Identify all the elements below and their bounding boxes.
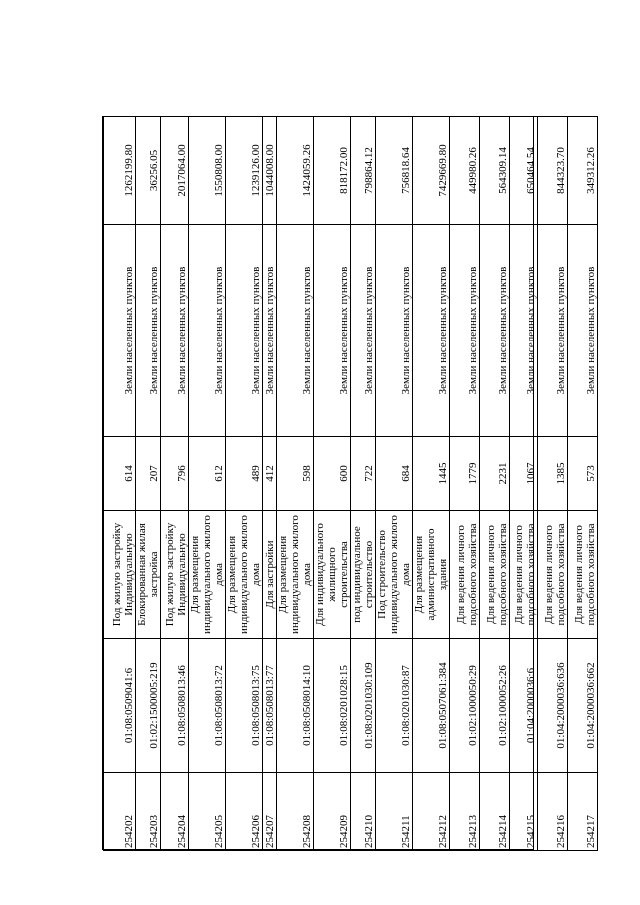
- area-cell: 598: [277, 437, 314, 511]
- record-id-cell: 254208: [277, 773, 314, 851]
- table-row: [277, 117, 314, 851]
- table-row: [351, 117, 376, 851]
- table-row: [161, 117, 189, 851]
- cadastral-number-cell: 01:04:2000036:662: [568, 639, 598, 773]
- cadastral-value-cell: 818172.00: [314, 117, 351, 225]
- table-row: [226, 117, 263, 851]
- cadastral-number-cell: 01:08:0508014:10: [277, 639, 314, 773]
- permitted-use-cell: Для ведения личного подсобного хозяйства: [480, 511, 510, 639]
- cadastral-value-cell: 650464.54: [510, 117, 538, 225]
- permitted-use-cell: Под жилую застройку Индивидуальную: [104, 511, 136, 639]
- land-category-cell: Земли населенных пунктов: [314, 225, 351, 437]
- permitted-use-cell: Для ведения личного подсобного хозяйства: [450, 511, 480, 639]
- cadastral-number-cell: 01:08:0201030:109: [351, 639, 376, 773]
- table-row: [480, 117, 510, 851]
- cadastral-number-cell: 01:04:2000036:636: [538, 639, 568, 773]
- record-id-cell: 254206: [226, 773, 263, 851]
- cadastral-value-cell: 1239126.00: [226, 117, 263, 225]
- table-row: [314, 117, 351, 851]
- record-id-cell: 254204: [161, 773, 189, 851]
- permitted-use-cell: Для ведения личного подсобного хозяйства: [538, 511, 568, 639]
- record-id-cell: 254212: [413, 773, 450, 851]
- cadastral-number-cell: 01:08:0201030:87: [376, 639, 413, 773]
- table-row: [104, 117, 136, 851]
- area-cell: 573: [568, 437, 598, 511]
- land-category-cell: Земли населенных пунктов: [226, 225, 263, 437]
- area-cell: 2231: [480, 437, 510, 511]
- record-id-cell: 254210: [351, 773, 376, 851]
- cadastral-value-cell: 36256.05: [136, 117, 161, 225]
- area-cell: 1445: [413, 437, 450, 511]
- permitted-use-cell: Для размещения индивидуального жилого дома: [226, 511, 263, 639]
- cadastral-value-cell: 7429669.80: [413, 117, 450, 225]
- rotated-table-container: [103, 117, 597, 851]
- area-cell: 614: [104, 437, 136, 511]
- record-id-cell: 254211: [376, 773, 413, 851]
- table-row: [510, 117, 538, 851]
- land-category-cell: Земли населенных пунктов: [568, 225, 598, 437]
- permitted-use-cell: Под жилую застройку Индивидуальную: [161, 511, 189, 639]
- record-id-cell: 254202: [104, 773, 136, 851]
- cadastral-number-cell: 01:08:0508013:72: [189, 639, 226, 773]
- table-row: [538, 117, 568, 851]
- cadastral-number-cell: 01:08:0509041:6: [104, 639, 136, 773]
- cadastral-value-cell: 2017064.00: [161, 117, 189, 225]
- area-cell: 412: [263, 437, 277, 511]
- cadastral-value-cell: 1550808.00: [189, 117, 226, 225]
- permitted-use-cell: Для размещения индивидуального жилого дома: [277, 511, 314, 639]
- cadastral-number-cell: 01:02:1500005:219: [136, 639, 161, 773]
- area-cell: 207: [136, 437, 161, 511]
- land-category-cell: Земли населенных пунктов: [413, 225, 450, 437]
- land-category-cell: Земли населенных пунктов: [376, 225, 413, 437]
- area-cell: 684: [376, 437, 413, 511]
- document-page: [102, 116, 597, 850]
- cadastral-value-cell: 798864.12: [351, 117, 376, 225]
- table-row: [189, 117, 226, 851]
- land-category-cell: Земли населенных пунктов: [136, 225, 161, 437]
- land-category-cell: Земли населенных пунктов: [263, 225, 277, 437]
- area-cell: 796: [161, 437, 189, 511]
- land-category-cell: Земли населенных пунктов: [538, 225, 568, 437]
- cadastral-number-cell: 01:02:1000050:29: [450, 639, 480, 773]
- record-id-cell: 254207: [263, 773, 277, 851]
- cadastral-value-cell: 1044008.00: [263, 117, 277, 225]
- permitted-use-cell: Для ведения личного подсобного хозяйства: [568, 511, 598, 639]
- table-row: [376, 117, 413, 851]
- permitted-use-cell: под индивидуальное строительство: [351, 511, 376, 639]
- table-row: [413, 117, 450, 851]
- area-cell: 612: [189, 437, 226, 511]
- record-id-cell: 254214: [480, 773, 510, 851]
- land-category-cell: Земли населенных пунктов: [161, 225, 189, 437]
- area-cell: 1067: [510, 437, 538, 511]
- table-row: [136, 117, 161, 851]
- cadastral-number-cell: 01:08:0508013:46: [161, 639, 189, 773]
- area-cell: 600: [314, 437, 351, 511]
- cadastral-number-cell: 01:08:0201028:15: [314, 639, 351, 773]
- cadastral-number-cell: 01:08:0508013:77: [263, 639, 277, 773]
- permitted-use-cell: Для ведения личного подсобного хозяйства: [510, 511, 538, 639]
- cadastral-number-cell: 01:04:2000036:6: [510, 639, 538, 773]
- land-category-cell: Земли населенных пунктов: [510, 225, 538, 437]
- cadastral-value-cell: 844323.70: [538, 117, 568, 225]
- permitted-use-cell: Для застройки: [263, 511, 277, 639]
- land-category-cell: Земли населенных пунктов: [104, 225, 136, 437]
- area-cell: 722: [351, 437, 376, 511]
- record-id-cell: 254209: [314, 773, 351, 851]
- record-id-cell: 254216: [538, 773, 568, 851]
- record-id-cell: 254203: [136, 773, 161, 851]
- record-id-cell: 254215: [510, 773, 538, 851]
- record-id-cell: 254217: [568, 773, 598, 851]
- cadastral-number-cell: 01:08:0507061:384: [413, 639, 450, 773]
- cadastral-number-cell: 01:02:1000052:26: [480, 639, 510, 773]
- table-row: [263, 117, 277, 851]
- cadastral-value-cell: 1424059.26: [277, 117, 314, 225]
- cadastral-value-cell: 349312.26: [568, 117, 598, 225]
- land-category-cell: Земли населенных пунктов: [450, 225, 480, 437]
- cadastral-value-cell: 756818.64: [376, 117, 413, 225]
- land-category-cell: Земли населенных пунктов: [277, 225, 314, 437]
- record-id-cell: 254213: [450, 773, 480, 851]
- cadastral-number-cell: 01:08:0508013:75: [226, 639, 263, 773]
- area-cell: 1779: [450, 437, 480, 511]
- table-body: [104, 117, 598, 851]
- permitted-use-cell: Для размещения административного здания: [413, 511, 450, 639]
- area-cell: 489: [226, 437, 263, 511]
- land-parcels-table: [103, 116, 598, 851]
- land-category-cell: Земли населенных пунктов: [351, 225, 376, 437]
- permitted-use-cell: Под строительство индивидуального жилого дома: [376, 511, 413, 639]
- permitted-use-cell: Для размещения индивидуального жилого дома: [189, 511, 226, 639]
- cadastral-value-cell: 449980.26: [450, 117, 480, 225]
- land-category-cell: Земли населенных пунктов: [189, 225, 226, 437]
- table-row: [450, 117, 480, 851]
- table-row: [568, 117, 598, 851]
- permitted-use-cell: Блокированная жилая застройка: [136, 511, 161, 639]
- area-cell: 1385: [538, 437, 568, 511]
- cadastral-value-cell: 564309.14: [480, 117, 510, 225]
- land-category-cell: Земли населенных пунктов: [480, 225, 510, 437]
- cadastral-value-cell: 1262199.80: [104, 117, 136, 225]
- permitted-use-cell: Для индивидуального жилищного строительства: [314, 511, 351, 639]
- record-id-cell: 254205: [189, 773, 226, 851]
